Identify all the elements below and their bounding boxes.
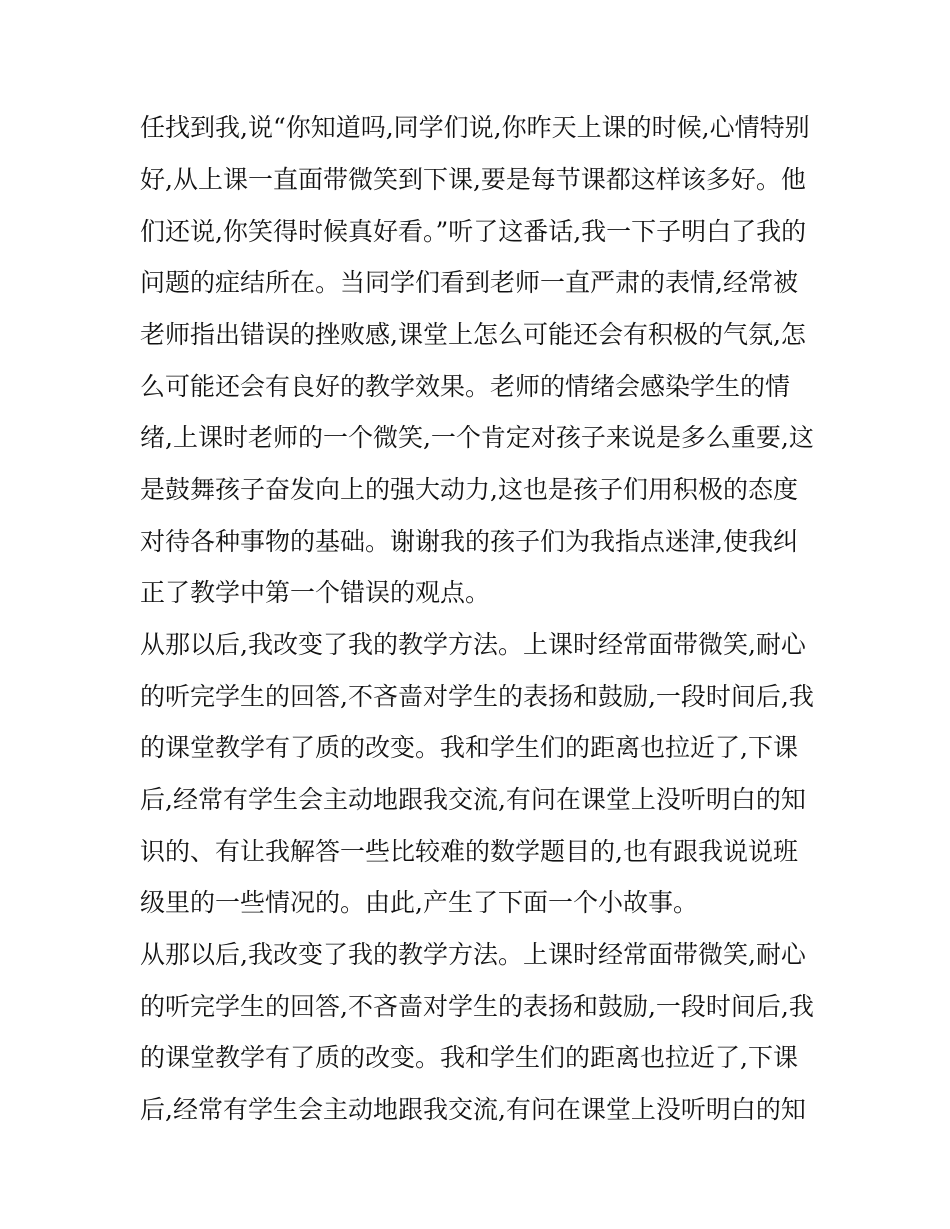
text-line: 后,经常有学生会主动地跟我交流,有问在课堂上没听明白的知 [140,785,806,814]
text-line: 是鼓舞孩子奋发向上的强大动力,这也是孩子们用积极的态度 [140,475,798,504]
text-line: 正了教学中第一个错误的观点。 [140,578,491,607]
text-line: 的课堂教学有了质的改变。我和学生们的距离也拉近了,下课 [140,1043,798,1072]
text-line: 识的、有让我解答一些比较难的数学题目的,也有跟我说说班 [140,837,798,866]
text-line: 对待各种事物的基础。谢谢我的孩子们为我指点迷津,使我纠 [140,527,798,556]
text-line: 老师指出错误的挫败感,课堂上怎么可能还会有积极的气氛,怎 [140,320,806,349]
text-line: 好,从上课一直面带微笑到下课,要是每节课都这样该多好。他 [140,165,806,194]
text-line: 从那以后,我改变了我的教学方法。上课时经常面带微笑,耐心 [140,630,806,659]
text-line: 的听完学生的回答,不吝啬对学生的表扬和鼓励,一段时间后,我 [140,992,814,1021]
text-line: 后,经常有学生会主动地跟我交流,有问在课堂上没听明白的知 [140,1095,806,1124]
text-line: 绪,上课时老师的一个微笑,一个肯定对孩子来说是多么重要,这 [140,423,814,452]
text-line: 们还说,你笑得时候真好看。”听了这番话,我一下子明白了我的 [140,217,807,246]
text-line: 级里的一些情况的。由此,产生了下面一个小故事。 [140,888,698,917]
text-line: 的课堂教学有了质的改变。我和学生们的距离也拉近了,下课 [140,733,798,762]
text-line: 的听完学生的回答,不吝啬对学生的表扬和鼓励,一段时间后,我 [140,682,814,711]
text-line: 任找到我,说“你知道吗,同学们说,你昨天上课的时候,心情特别 [140,113,810,142]
text-line: 问题的症结所在。当同学们看到老师一直严肃的表情,经常被 [140,268,798,297]
text-line: 从那以后,我改变了我的教学方法。上课时经常面带微笑,耐心 [140,940,806,969]
text-line: 么可能还会有良好的教学效果。老师的情绪会感染学生的情 [140,372,791,401]
